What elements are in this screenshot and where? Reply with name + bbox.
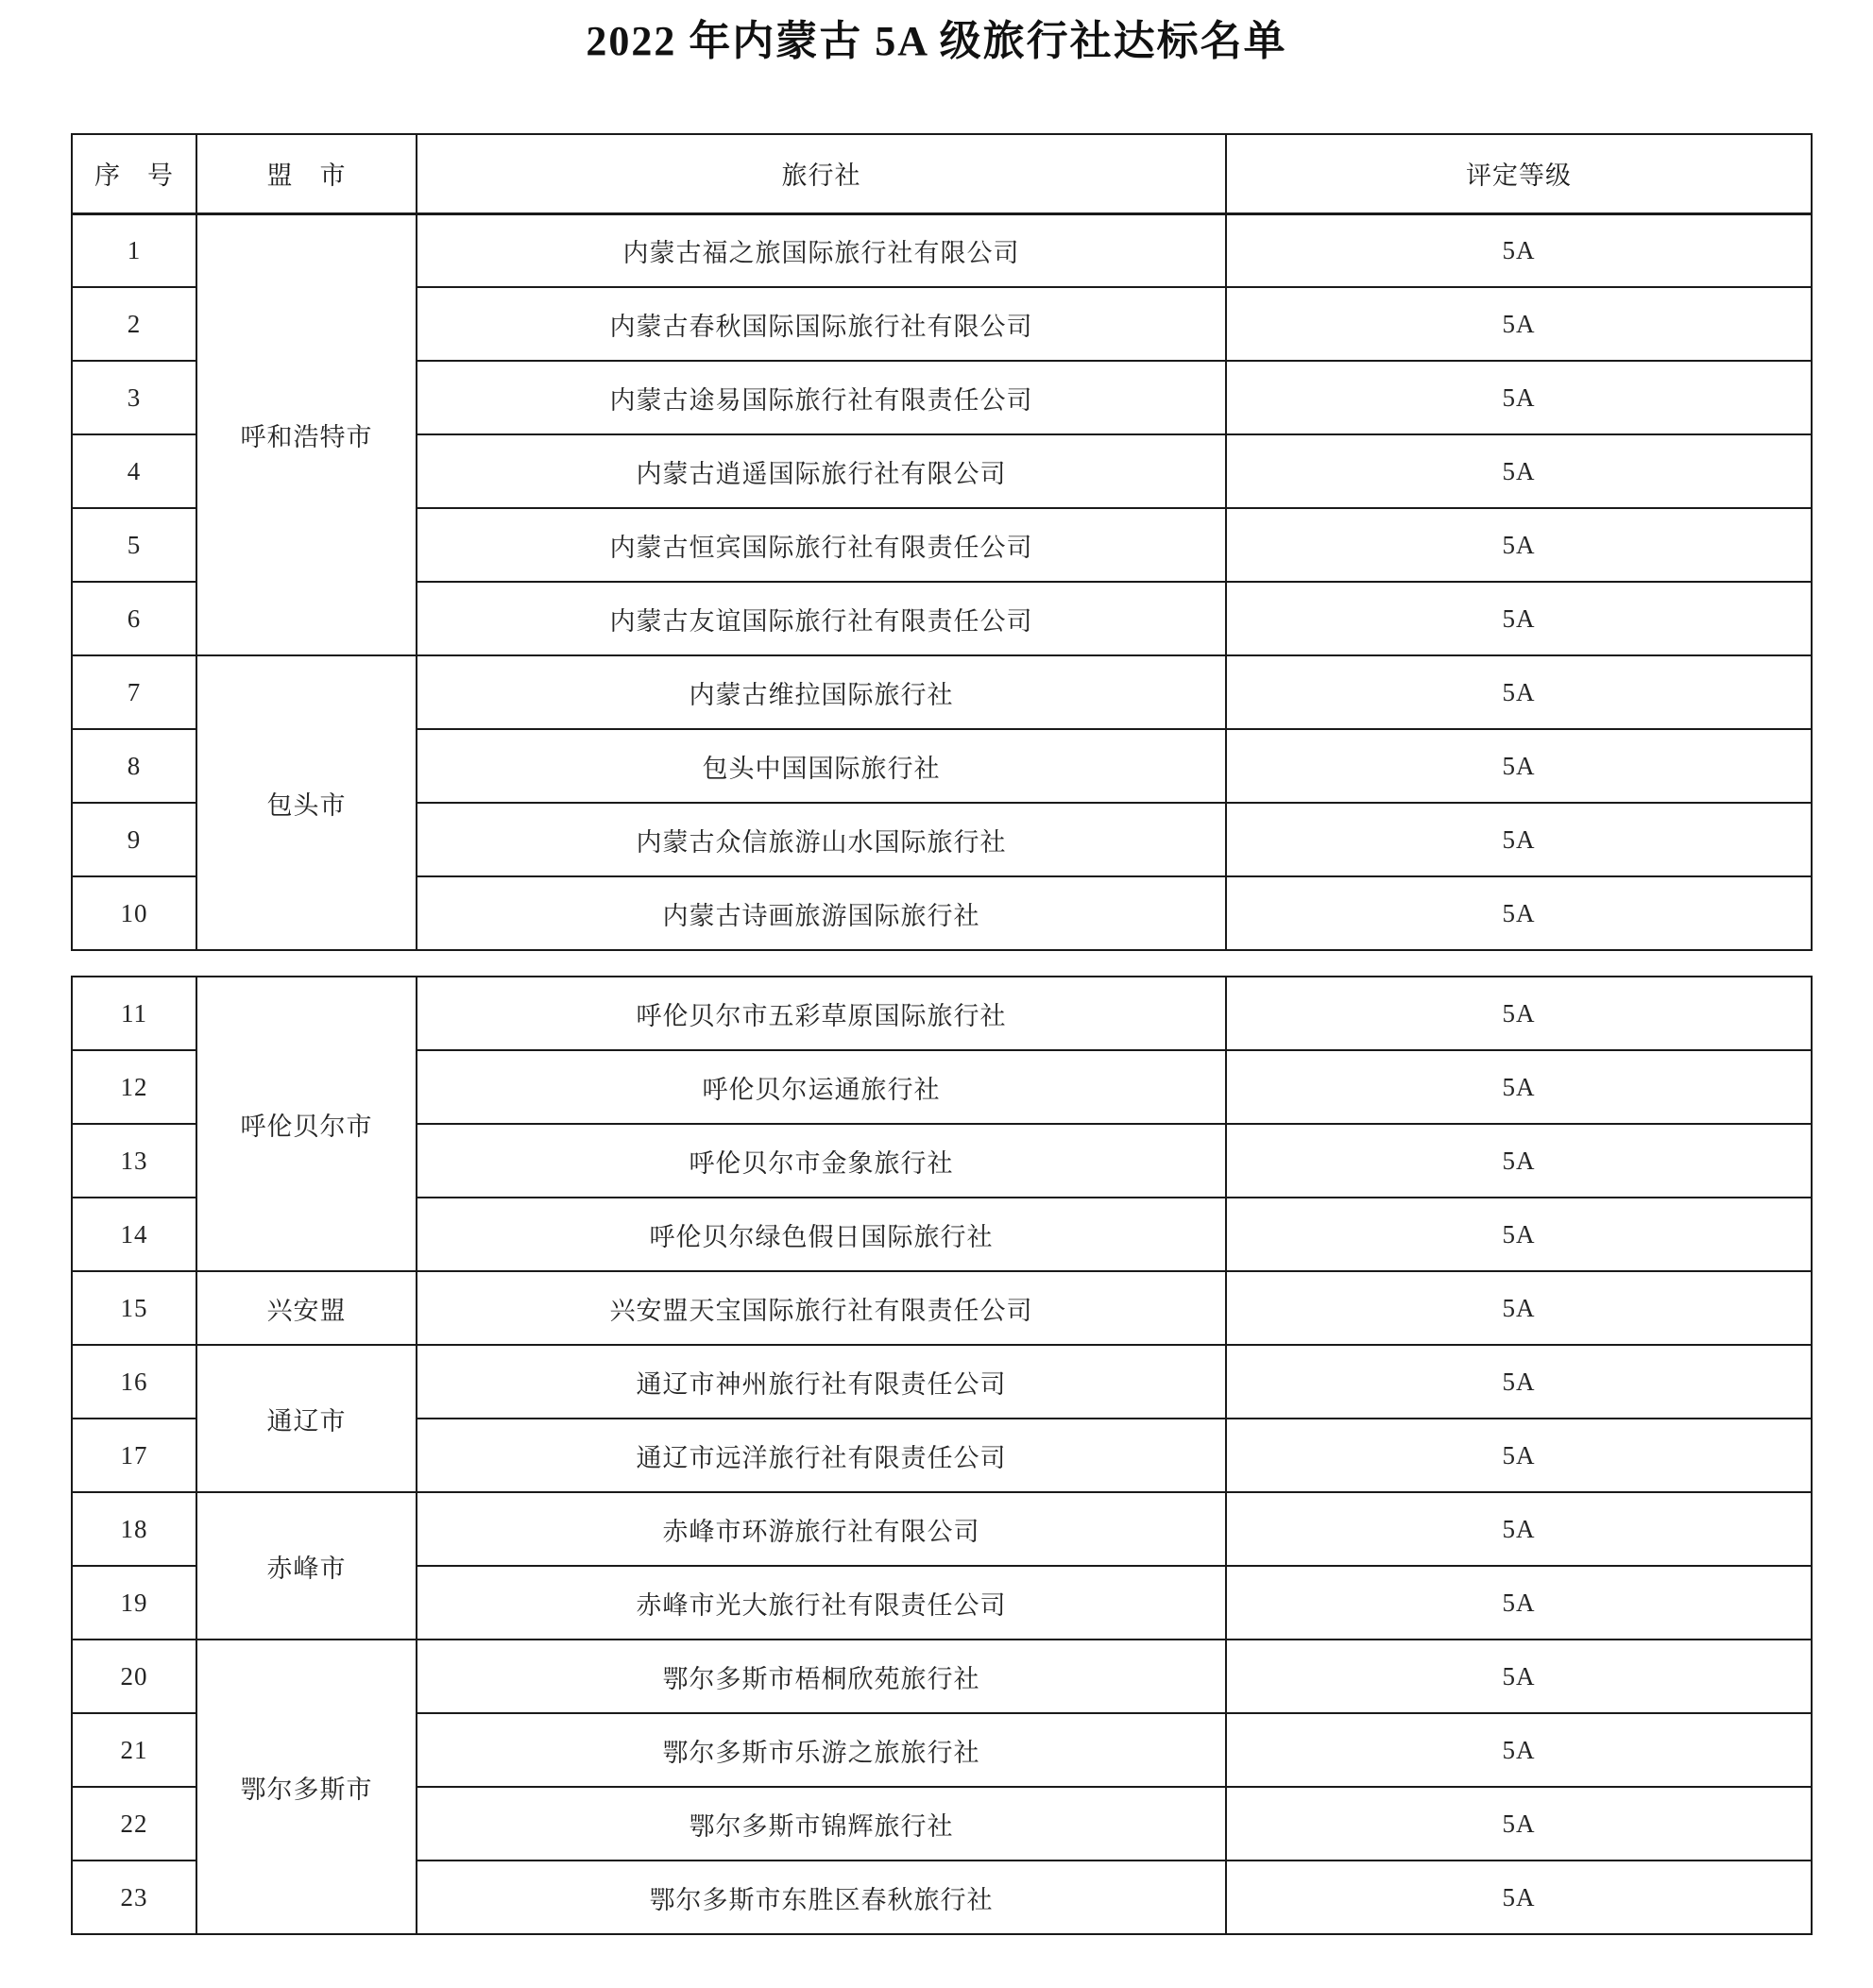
- serial-number-cell: 12: [72, 1050, 196, 1124]
- rating-level-cell: 5A: [1226, 582, 1812, 655]
- rating-level-cell: 5A: [1226, 729, 1812, 803]
- rating-level-cell: 5A: [1226, 434, 1812, 508]
- travel-agency-cell: 呼伦贝尔市金象旅行社: [417, 1124, 1226, 1198]
- header-league-city: 盟 市: [196, 134, 417, 213]
- serial-number-cell: 14: [72, 1198, 196, 1271]
- travel-agency-cell: 赤峰市环游旅行社有限公司: [417, 1492, 1226, 1566]
- serial-number-cell: 15: [72, 1271, 196, 1345]
- league-city-cell: 鄂尔多斯市: [196, 1640, 417, 1934]
- serial-number-cell: 5: [72, 508, 196, 582]
- rating-level-cell: 5A: [1226, 361, 1812, 434]
- agencies-table-page-2: [71, 976, 1813, 1935]
- serial-number-cell: 23: [72, 1861, 196, 1934]
- serial-number-cell: 1: [72, 213, 196, 287]
- rating-level-cell: 5A: [1226, 1787, 1812, 1861]
- serial-number-cell: 3: [72, 361, 196, 434]
- rating-level-cell: 5A: [1226, 1345, 1812, 1419]
- travel-agency-cell: 内蒙古恒宾国际旅行社有限责任公司: [417, 508, 1226, 582]
- rating-level-cell: 5A: [1226, 977, 1812, 1050]
- rating-level-cell: 5A: [1226, 287, 1812, 361]
- travel-agency-cell: 内蒙古众信旅游山水国际旅行社: [417, 803, 1226, 876]
- travel-agency-cell: 包头中国国际旅行社: [417, 729, 1226, 803]
- league-city-cell: 呼伦贝尔市: [196, 977, 417, 1271]
- serial-number-cell: 11: [72, 977, 196, 1050]
- league-city-cell: 包头市: [196, 655, 417, 950]
- rating-level-cell: 5A: [1226, 213, 1812, 287]
- table-row: [72, 1271, 1812, 1345]
- travel-agency-cell: 内蒙古途易国际旅行社有限责任公司: [417, 361, 1226, 434]
- serial-number-cell: 17: [72, 1419, 196, 1492]
- serial-number-cell: 16: [72, 1345, 196, 1419]
- travel-agency-cell: 内蒙古友谊国际旅行社有限责任公司: [417, 582, 1226, 655]
- travel-agency-cell: 呼伦贝尔运通旅行社: [417, 1050, 1226, 1124]
- travel-agency-cell: 兴安盟天宝国际旅行社有限责任公司: [417, 1271, 1226, 1345]
- travel-agency-cell: 呼伦贝尔绿色假日国际旅行社: [417, 1198, 1226, 1271]
- serial-number-cell: 10: [72, 876, 196, 950]
- rating-level-cell: 5A: [1226, 803, 1812, 876]
- rating-level-cell: 5A: [1226, 1124, 1812, 1198]
- header-serial-number: 序 号: [72, 134, 196, 213]
- table-row: [72, 1345, 1812, 1419]
- table-row: [72, 1492, 1812, 1566]
- travel-agency-cell: 内蒙古逍遥国际旅行社有限公司: [417, 434, 1226, 508]
- header-rating-level: 评定等级: [1226, 134, 1812, 213]
- league-city-cell: 呼和浩特市: [196, 213, 417, 655]
- travel-agency-cell: 内蒙古福之旅国际旅行社有限公司: [417, 213, 1226, 287]
- rating-level-cell: 5A: [1226, 1713, 1812, 1787]
- header-row: [72, 134, 1812, 213]
- league-city-cell: 赤峰市: [196, 1492, 417, 1640]
- rating-level-cell: 5A: [1226, 1271, 1812, 1345]
- travel-agency-cell: 通辽市神州旅行社有限责任公司: [417, 1345, 1226, 1419]
- travel-agency-cell: 呼伦贝尔市五彩草原国际旅行社: [417, 977, 1226, 1050]
- travel-agency-cell: 内蒙古春秋国际国际旅行社有限公司: [417, 287, 1226, 361]
- travel-agency-cell: 鄂尔多斯市乐游之旅旅行社: [417, 1713, 1226, 1787]
- rating-level-cell: 5A: [1226, 655, 1812, 729]
- rating-level-cell: 5A: [1226, 876, 1812, 950]
- travel-agency-cell: 赤峰市光大旅行社有限责任公司: [417, 1566, 1226, 1640]
- serial-number-cell: 2: [72, 287, 196, 361]
- rating-level-cell: 5A: [1226, 1492, 1812, 1566]
- serial-number-cell: 19: [72, 1566, 196, 1640]
- table-body-2: [72, 977, 1812, 1934]
- rating-level-cell: 5A: [1226, 508, 1812, 582]
- table-row: [72, 977, 1812, 1050]
- travel-agency-cell: 鄂尔多斯市东胜区春秋旅行社: [417, 1861, 1226, 1934]
- table-body-1: [72, 213, 1812, 950]
- travel-agency-cell: 通辽市远洋旅行社有限责任公司: [417, 1419, 1226, 1492]
- rating-level-cell: 5A: [1226, 1419, 1812, 1492]
- rating-level-cell: 5A: [1226, 1861, 1812, 1934]
- serial-number-cell: 21: [72, 1713, 196, 1787]
- agencies-table-page-1: [71, 133, 1813, 951]
- travel-agency-cell: 鄂尔多斯市梧桐欣苑旅行社: [417, 1640, 1226, 1713]
- document-title: 2022 年内蒙古 5A 级旅行社达标名单: [586, 18, 1287, 64]
- travel-agency-cell: 内蒙古诗画旅游国际旅行社: [417, 876, 1226, 950]
- serial-number-cell: 22: [72, 1787, 196, 1861]
- header-travel-agency: 旅行社: [417, 134, 1226, 213]
- league-city-cell: 兴安盟: [196, 1271, 417, 1345]
- rating-level-cell: 5A: [1226, 1640, 1812, 1713]
- rating-level-cell: 5A: [1226, 1566, 1812, 1640]
- travel-agency-cell: 鄂尔多斯市锦辉旅行社: [417, 1787, 1226, 1861]
- table-row: [72, 213, 1812, 287]
- table-row: [72, 1640, 1812, 1713]
- serial-number-cell: 4: [72, 434, 196, 508]
- travel-agency-cell: 内蒙古维拉国际旅行社: [417, 655, 1226, 729]
- serial-number-cell: 8: [72, 729, 196, 803]
- league-city-cell: 通辽市: [196, 1345, 417, 1492]
- table-row: [72, 655, 1812, 729]
- serial-number-cell: 7: [72, 655, 196, 729]
- rating-level-cell: 5A: [1226, 1198, 1812, 1271]
- serial-number-cell: 13: [72, 1124, 196, 1198]
- serial-number-cell: 9: [72, 803, 196, 876]
- serial-number-cell: 20: [72, 1640, 196, 1713]
- rating-level-cell: 5A: [1226, 1050, 1812, 1124]
- serial-number-cell: 6: [72, 582, 196, 655]
- serial-number-cell: 18: [72, 1492, 196, 1566]
